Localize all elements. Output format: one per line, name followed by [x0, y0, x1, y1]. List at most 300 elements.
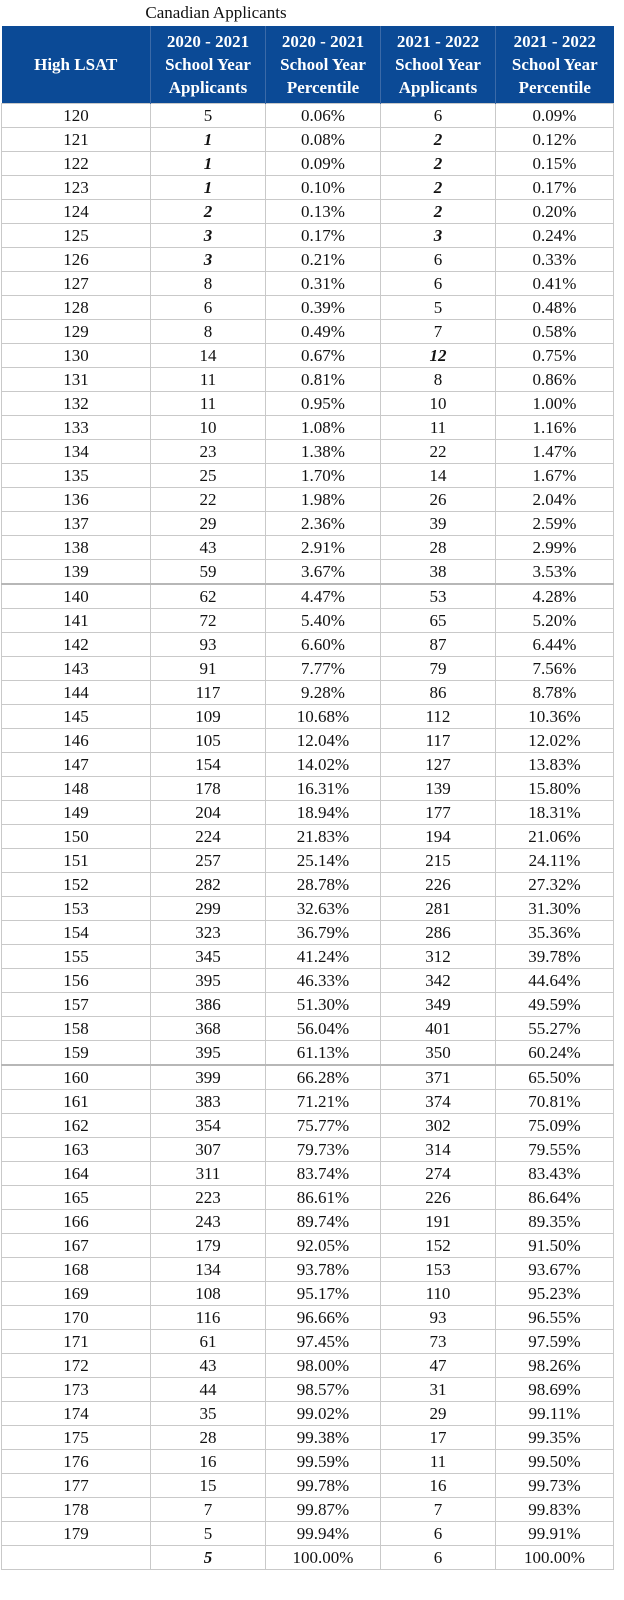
cell-2021-2022-percentile: 2.59% — [496, 512, 614, 536]
header-high-lsat — [2, 26, 151, 104]
cell-high-lsat: 169 — [2, 1282, 151, 1306]
cell-2021-2022-percentile: 21.06% — [496, 825, 614, 849]
cell-2021-2022-percentile: 83.43% — [496, 1162, 614, 1186]
cell-2021-2022-applicants: 302 — [381, 1114, 496, 1138]
cell-2020-2021-applicants: 23 — [151, 440, 266, 464]
cell-2021-2022-applicants: 2 — [381, 200, 496, 224]
cell-2020-2021-percentile: 98.00% — [266, 1354, 381, 1378]
cell-2021-2022-applicants: 226 — [381, 1186, 496, 1210]
cell-high-lsat: 166 — [2, 1210, 151, 1234]
cell-2021-2022-percentile: 18.31% — [496, 801, 614, 825]
table-row — [2, 296, 614, 320]
cell-high-lsat: 131 — [2, 368, 151, 392]
table-row — [2, 248, 614, 272]
table-row — [2, 969, 614, 993]
cell-2020-2021-applicants: 22 — [151, 488, 266, 512]
cell-2021-2022-applicants: 314 — [381, 1138, 496, 1162]
cell-2021-2022-applicants: 110 — [381, 1282, 496, 1306]
table-row — [2, 200, 614, 224]
cell-2021-2022-percentile: 49.59% — [496, 993, 614, 1017]
cell-2021-2022-percentile: 4.28% — [496, 584, 614, 609]
cell-2021-2022-percentile: 99.91% — [496, 1522, 614, 1546]
table-body — [2, 104, 614, 1570]
header-line: 2020 - 2021 — [166, 32, 250, 51]
cell-high-lsat: 139 — [2, 560, 151, 585]
cell-2020-2021-applicants: 2 — [151, 200, 266, 224]
cell-2021-2022-applicants: 281 — [381, 897, 496, 921]
cell-2020-2021-applicants: 395 — [151, 1041, 266, 1066]
table-row — [2, 1210, 614, 1234]
cell-2021-2022-applicants: 17 — [381, 1426, 496, 1450]
table-row — [2, 584, 614, 609]
table-row — [2, 729, 614, 753]
cell-2020-2021-percentile: 92.05% — [266, 1234, 381, 1258]
cell-high-lsat: 136 — [2, 488, 151, 512]
cell-2021-2022-applicants: 215 — [381, 849, 496, 873]
cell-2020-2021-applicants: 61 — [151, 1330, 266, 1354]
cell-2020-2021-applicants: 72 — [151, 609, 266, 633]
cell-high-lsat: 151 — [2, 849, 151, 873]
table-row — [2, 1186, 614, 1210]
cell-2020-2021-percentile: 2.36% — [266, 512, 381, 536]
cell-2021-2022-percentile: 24.11% — [496, 849, 614, 873]
cell-2020-2021-percentile: 14.02% — [266, 753, 381, 777]
header-line: 2021 - 2022 — [396, 32, 480, 51]
cell-high-lsat: 174 — [2, 1402, 151, 1426]
cell-2021-2022-percentile: 2.04% — [496, 488, 614, 512]
table-row — [2, 921, 614, 945]
cell-high-lsat: 130 — [2, 344, 151, 368]
table-row — [2, 1065, 614, 1090]
cell-2020-2021-percentile: 4.47% — [266, 584, 381, 609]
cell-2021-2022-applicants: 117 — [381, 729, 496, 753]
cell-2021-2022-applicants: 28 — [381, 536, 496, 560]
cell-2021-2022-percentile: 0.48% — [496, 296, 614, 320]
cell-2020-2021-applicants: 59 — [151, 560, 266, 585]
cell-2020-2021-applicants: 204 — [151, 801, 266, 825]
cell-2020-2021-percentile: 7.77% — [266, 657, 381, 681]
cell-2021-2022-applicants: 31 — [381, 1378, 496, 1402]
header-line: School Year — [395, 55, 481, 74]
cell-high-lsat: 147 — [2, 753, 151, 777]
cell-2020-2021-percentile: 0.21% — [266, 248, 381, 272]
cell-2020-2021-applicants: 11 — [151, 368, 266, 392]
header-line: Percentile — [518, 78, 591, 97]
cell-high-lsat: 120 — [2, 104, 151, 128]
table-row — [2, 657, 614, 681]
table-row — [2, 1402, 614, 1426]
cell-2021-2022-applicants: 38 — [381, 560, 496, 585]
table-row — [2, 1234, 614, 1258]
cell-2020-2021-applicants: 116 — [151, 1306, 266, 1330]
cell-2021-2022-percentile: 1.16% — [496, 416, 614, 440]
cell-2020-2021-applicants: 282 — [151, 873, 266, 897]
cell-2021-2022-percentile: 0.09% — [496, 104, 614, 128]
cell-2020-2021-percentile: 10.68% — [266, 705, 381, 729]
cell-2021-2022-percentile: 0.24% — [496, 224, 614, 248]
cell-2020-2021-applicants: 311 — [151, 1162, 266, 1186]
cell-2020-2021-percentile: 83.74% — [266, 1162, 381, 1186]
table-row — [2, 801, 614, 825]
table-row — [2, 464, 614, 488]
table-row — [2, 440, 614, 464]
cell-2020-2021-percentile: 6.60% — [266, 633, 381, 657]
cell-high-lsat: 179 — [2, 1522, 151, 1546]
cell-2021-2022-percentile: 1.47% — [496, 440, 614, 464]
cell-high-lsat: 128 — [2, 296, 151, 320]
cell-high-lsat: 138 — [2, 536, 151, 560]
cell-high-lsat: 144 — [2, 681, 151, 705]
table-row — [2, 897, 614, 921]
table-row — [2, 873, 614, 897]
table-row — [2, 152, 614, 176]
cell-2020-2021-percentile: 99.38% — [266, 1426, 381, 1450]
cell-high-lsat: 122 — [2, 152, 151, 176]
cell-2020-2021-percentile: 0.31% — [266, 272, 381, 296]
cell-2021-2022-applicants: 286 — [381, 921, 496, 945]
cell-2020-2021-percentile: 79.73% — [266, 1138, 381, 1162]
cell-2021-2022-percentile: 12.02% — [496, 729, 614, 753]
cell-2020-2021-percentile: 71.21% — [266, 1090, 381, 1114]
cell-high-lsat: 149 — [2, 801, 151, 825]
cell-2021-2022-percentile: 97.59% — [496, 1330, 614, 1354]
cell-2020-2021-percentile: 18.94% — [266, 801, 381, 825]
table-row — [2, 416, 614, 440]
cell-2021-2022-applicants: 112 — [381, 705, 496, 729]
table-row — [2, 176, 614, 200]
cell-2020-2021-percentile: 0.17% — [266, 224, 381, 248]
cell-2020-2021-applicants: 44 — [151, 1378, 266, 1402]
cell-high-lsat: 124 — [2, 200, 151, 224]
cell-2020-2021-percentile: 95.17% — [266, 1282, 381, 1306]
cell-2020-2021-percentile: 46.33% — [266, 969, 381, 993]
cell-2020-2021-applicants: 178 — [151, 777, 266, 801]
cell-2020-2021-applicants: 29 — [151, 512, 266, 536]
cell-2020-2021-applicants: 11 — [151, 392, 266, 416]
cell-2021-2022-applicants: 2 — [381, 152, 496, 176]
cell-2021-2022-applicants: 29 — [381, 1402, 496, 1426]
cell-2020-2021-percentile: 0.39% — [266, 296, 381, 320]
cell-high-lsat: 156 — [2, 969, 151, 993]
cell-2020-2021-applicants: 345 — [151, 945, 266, 969]
cell-2020-2021-percentile: 0.08% — [266, 128, 381, 152]
cell-2021-2022-percentile: 3.53% — [496, 560, 614, 585]
table-row — [2, 1162, 614, 1186]
table-row — [2, 633, 614, 657]
cell-2020-2021-applicants: 91 — [151, 657, 266, 681]
table-row — [2, 705, 614, 729]
cell-2020-2021-applicants: 28 — [151, 1426, 266, 1450]
cell-high-lsat: 170 — [2, 1306, 151, 1330]
cell-high-lsat: 148 — [2, 777, 151, 801]
table-row — [2, 368, 614, 392]
header-line: School Year — [511, 55, 598, 74]
cell-high-lsat: 171 — [2, 1330, 151, 1354]
cell-2021-2022-applicants: 194 — [381, 825, 496, 849]
cell-high-lsat: 159 — [2, 1041, 151, 1066]
cell-2021-2022-percentile: 55.27% — [496, 1017, 614, 1041]
cell-2021-2022-percentile: 96.55% — [496, 1306, 614, 1330]
cell-high-lsat: 152 — [2, 873, 151, 897]
cell-2020-2021-percentile: 0.09% — [266, 152, 381, 176]
cell-2021-2022-applicants: 274 — [381, 1162, 496, 1186]
table-row — [2, 1354, 614, 1378]
cell-2021-2022-applicants: 7 — [381, 1498, 496, 1522]
cell-2021-2022-applicants: 6 — [381, 1546, 496, 1570]
cell-2020-2021-percentile: 96.66% — [266, 1306, 381, 1330]
table-row — [2, 104, 614, 128]
cell-2020-2021-applicants: 179 — [151, 1234, 266, 1258]
cell-2020-2021-applicants: 1 — [151, 152, 266, 176]
cell-2021-2022-applicants: 10 — [381, 392, 496, 416]
cell-2020-2021-percentile: 21.83% — [266, 825, 381, 849]
header-2020-2021-percentile — [266, 26, 381, 104]
cell-high-lsat: 127 — [2, 272, 151, 296]
table-row — [2, 1498, 614, 1522]
cell-2021-2022-applicants: 6 — [381, 1522, 496, 1546]
cell-2020-2021-applicants: 154 — [151, 753, 266, 777]
cell-2020-2021-percentile: 3.67% — [266, 560, 381, 585]
table-row — [2, 1522, 614, 1546]
cell-2020-2021-applicants: 1 — [151, 128, 266, 152]
cell-2021-2022-applicants: 191 — [381, 1210, 496, 1234]
cell-2020-2021-applicants: 386 — [151, 993, 266, 1017]
cell-2020-2021-applicants: 3 — [151, 224, 266, 248]
cell-high-lsat: 126 — [2, 248, 151, 272]
cell-2020-2021-percentile: 0.81% — [266, 368, 381, 392]
cell-high-lsat: 132 — [2, 392, 151, 416]
cell-high-lsat: 134 — [2, 440, 151, 464]
cell-high-lsat: 145 — [2, 705, 151, 729]
cell-2020-2021-applicants: 299 — [151, 897, 266, 921]
cell-high-lsat: 161 — [2, 1090, 151, 1114]
cell-high-lsat: 154 — [2, 921, 151, 945]
cell-2020-2021-percentile: 16.31% — [266, 777, 381, 801]
cell-high-lsat: 123 — [2, 176, 151, 200]
cell-2021-2022-applicants: 6 — [381, 272, 496, 296]
cell-high-lsat: 135 — [2, 464, 151, 488]
header-2021-2022-applicants — [381, 26, 496, 104]
cell-2020-2021-percentile: 61.13% — [266, 1041, 381, 1066]
cell-2020-2021-applicants: 224 — [151, 825, 266, 849]
cell-2021-2022-applicants: 22 — [381, 440, 496, 464]
cell-2021-2022-percentile: 0.86% — [496, 368, 614, 392]
cell-2020-2021-applicants: 10 — [151, 416, 266, 440]
cell-2020-2021-applicants: 383 — [151, 1090, 266, 1114]
cell-2020-2021-percentile: 0.49% — [266, 320, 381, 344]
cell-2021-2022-applicants: 350 — [381, 1041, 496, 1066]
cell-high-lsat: 129 — [2, 320, 151, 344]
table-row — [2, 1282, 614, 1306]
cell-2021-2022-percentile: 99.73% — [496, 1474, 614, 1498]
cell-2021-2022-percentile: 86.64% — [496, 1186, 614, 1210]
table-row — [2, 1258, 614, 1282]
table-row — [2, 1450, 614, 1474]
table-title: Canadian Applicants — [145, 3, 287, 22]
cell-2020-2021-percentile: 25.14% — [266, 849, 381, 873]
lsat-applicants-table — [1, 26, 614, 1570]
cell-2020-2021-applicants: 243 — [151, 1210, 266, 1234]
cell-2021-2022-percentile: 35.36% — [496, 921, 614, 945]
cell-high-lsat: 141 — [2, 609, 151, 633]
table-row — [2, 849, 614, 873]
cell-2020-2021-percentile: 0.67% — [266, 344, 381, 368]
cell-2021-2022-applicants: 139 — [381, 777, 496, 801]
cell-2020-2021-applicants: 5 — [151, 1522, 266, 1546]
cell-2020-2021-percentile: 5.40% — [266, 609, 381, 633]
cell-2020-2021-applicants: 7 — [151, 1498, 266, 1522]
cell-high-lsat: 142 — [2, 633, 151, 657]
cell-2021-2022-applicants: 11 — [381, 1450, 496, 1474]
cell-2021-2022-applicants: 39 — [381, 512, 496, 536]
cell-2020-2021-percentile: 12.04% — [266, 729, 381, 753]
cell-2021-2022-applicants: 401 — [381, 1017, 496, 1041]
cell-high-lsat: 158 — [2, 1017, 151, 1041]
cell-high-lsat: 140 — [2, 584, 151, 609]
cell-2021-2022-applicants: 93 — [381, 1306, 496, 1330]
cell-2021-2022-percentile: 8.78% — [496, 681, 614, 705]
cell-2020-2021-applicants: 323 — [151, 921, 266, 945]
cell-high-lsat: 175 — [2, 1426, 151, 1450]
cell-2020-2021-percentile: 1.38% — [266, 440, 381, 464]
cell-high-lsat: 168 — [2, 1258, 151, 1282]
cell-2020-2021-applicants: 62 — [151, 584, 266, 609]
table-row — [2, 825, 614, 849]
header-line: 2020 - 2021 — [281, 32, 365, 51]
cell-2021-2022-applicants: 312 — [381, 945, 496, 969]
cell-2021-2022-applicants: 26 — [381, 488, 496, 512]
cell-2021-2022-applicants: 226 — [381, 873, 496, 897]
cell-2020-2021-percentile: 51.30% — [266, 993, 381, 1017]
table-row — [2, 1378, 614, 1402]
cell-2021-2022-applicants: 342 — [381, 969, 496, 993]
cell-2021-2022-applicants: 14 — [381, 464, 496, 488]
cell-2021-2022-applicants: 177 — [381, 801, 496, 825]
cell-2020-2021-applicants: 368 — [151, 1017, 266, 1041]
cell-high-lsat: 176 — [2, 1450, 151, 1474]
cell-high-lsat: 157 — [2, 993, 151, 1017]
table-row — [2, 1426, 614, 1450]
cell-2020-2021-percentile: 0.06% — [266, 104, 381, 128]
header-2021-2022-percentile — [496, 26, 614, 104]
cell-2020-2021-percentile: 56.04% — [266, 1017, 381, 1041]
cell-2020-2021-applicants: 108 — [151, 1282, 266, 1306]
cell-2021-2022-percentile: 95.23% — [496, 1282, 614, 1306]
cell-2020-2021-percentile: 1.98% — [266, 488, 381, 512]
cell-2021-2022-applicants: 2 — [381, 128, 496, 152]
cell-high-lsat — [2, 1546, 151, 1570]
cell-2021-2022-percentile: 0.41% — [496, 272, 614, 296]
cell-2021-2022-applicants: 3 — [381, 224, 496, 248]
cell-2021-2022-percentile: 0.17% — [496, 176, 614, 200]
cell-2021-2022-percentile: 1.67% — [496, 464, 614, 488]
cell-2020-2021-percentile: 99.87% — [266, 1498, 381, 1522]
cell-2021-2022-applicants: 127 — [381, 753, 496, 777]
cell-2020-2021-applicants: 105 — [151, 729, 266, 753]
table-row — [2, 993, 614, 1017]
cell-2020-2021-percentile: 0.10% — [266, 176, 381, 200]
cell-2021-2022-applicants: 5 — [381, 296, 496, 320]
table-row — [2, 344, 614, 368]
cell-2020-2021-applicants: 399 — [151, 1065, 266, 1090]
table-row — [2, 536, 614, 560]
table-row — [2, 1474, 614, 1498]
cell-2021-2022-applicants: 153 — [381, 1258, 496, 1282]
cell-high-lsat: 133 — [2, 416, 151, 440]
cell-2021-2022-percentile: 70.81% — [496, 1090, 614, 1114]
cell-2020-2021-percentile: 0.95% — [266, 392, 381, 416]
cell-2020-2021-percentile: 9.28% — [266, 681, 381, 705]
cell-2020-2021-percentile: 99.94% — [266, 1522, 381, 1546]
cell-2021-2022-percentile: 10.36% — [496, 705, 614, 729]
cell-high-lsat: 162 — [2, 1114, 151, 1138]
cell-high-lsat: 155 — [2, 945, 151, 969]
header-line: Applicants — [398, 78, 478, 97]
cell-high-lsat: 146 — [2, 729, 151, 753]
cell-high-lsat: 167 — [2, 1234, 151, 1258]
cell-2021-2022-percentile: 60.24% — [496, 1041, 614, 1066]
cell-2021-2022-percentile: 99.83% — [496, 1498, 614, 1522]
cell-2021-2022-applicants: 374 — [381, 1090, 496, 1114]
cell-2020-2021-applicants: 8 — [151, 320, 266, 344]
cell-2021-2022-percentile: 0.20% — [496, 200, 614, 224]
table-row — [2, 488, 614, 512]
cell-2020-2021-percentile: 99.59% — [266, 1450, 381, 1474]
cell-2021-2022-applicants: 12 — [381, 344, 496, 368]
cell-2021-2022-percentile: 0.15% — [496, 152, 614, 176]
cell-2020-2021-percentile: 1.08% — [266, 416, 381, 440]
cell-2021-2022-applicants: 53 — [381, 584, 496, 609]
cell-2020-2021-percentile: 41.24% — [266, 945, 381, 969]
header-line: 2021 - 2022 — [513, 32, 596, 51]
table-row — [2, 1017, 614, 1041]
header-line: Applicants — [168, 78, 248, 97]
cell-2021-2022-percentile: 15.80% — [496, 777, 614, 801]
cell-2020-2021-percentile: 99.02% — [266, 1402, 381, 1426]
cell-2021-2022-percentile: 98.26% — [496, 1354, 614, 1378]
cell-2021-2022-applicants: 7 — [381, 320, 496, 344]
cell-high-lsat: 125 — [2, 224, 151, 248]
cell-2020-2021-percentile: 98.57% — [266, 1378, 381, 1402]
header-line: School Year — [165, 55, 251, 74]
cell-2020-2021-applicants: 3 — [151, 248, 266, 272]
cell-2021-2022-percentile: 75.09% — [496, 1114, 614, 1138]
cell-2021-2022-percentile: 65.50% — [496, 1065, 614, 1090]
cell-high-lsat: 173 — [2, 1378, 151, 1402]
cell-2020-2021-applicants: 1 — [151, 176, 266, 200]
cell-2020-2021-applicants: 109 — [151, 705, 266, 729]
table-row — [2, 1330, 614, 1354]
cell-2020-2021-applicants: 8 — [151, 272, 266, 296]
cell-2020-2021-applicants: 223 — [151, 1186, 266, 1210]
cell-2021-2022-percentile: 44.64% — [496, 969, 614, 993]
cell-2021-2022-applicants: 8 — [381, 368, 496, 392]
table-row — [2, 224, 614, 248]
cell-2020-2021-applicants: 16 — [151, 1450, 266, 1474]
cell-2020-2021-applicants: 257 — [151, 849, 266, 873]
cell-2020-2021-applicants: 43 — [151, 1354, 266, 1378]
cell-2021-2022-applicants: 6 — [381, 104, 496, 128]
cell-high-lsat: 153 — [2, 897, 151, 921]
cell-2020-2021-applicants: 14 — [151, 344, 266, 368]
table-row — [2, 753, 614, 777]
cell-2020-2021-applicants: 134 — [151, 1258, 266, 1282]
cell-2021-2022-percentile: 27.32% — [496, 873, 614, 897]
cell-high-lsat: 177 — [2, 1474, 151, 1498]
cell-2021-2022-applicants: 87 — [381, 633, 496, 657]
cell-2020-2021-percentile: 75.77% — [266, 1114, 381, 1138]
cell-2020-2021-percentile: 28.78% — [266, 873, 381, 897]
